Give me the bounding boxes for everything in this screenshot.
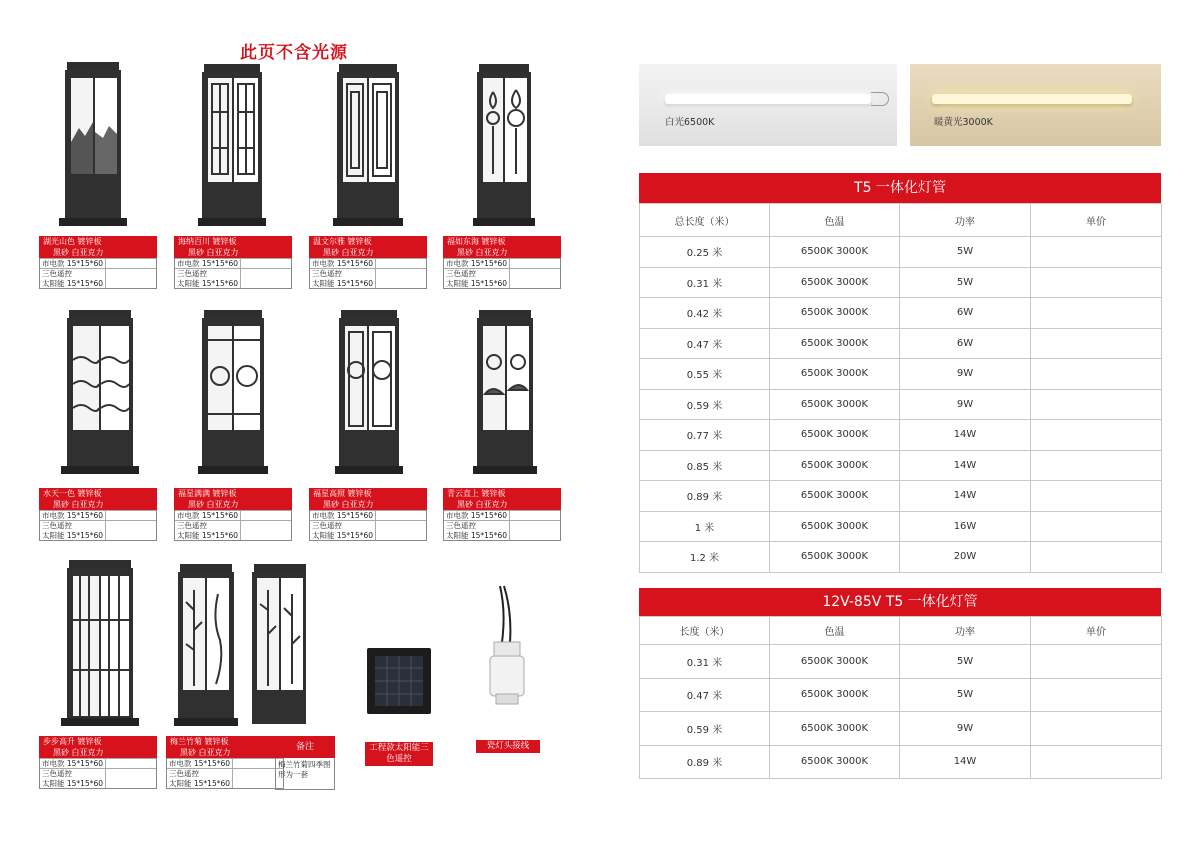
table2-header: 长度（米） bbox=[640, 617, 770, 645]
table2 bbox=[639, 616, 1161, 779]
product-label: 青云直上 镀锌板 黑砂 白亚克力 bbox=[443, 488, 561, 510]
lamp-image bbox=[309, 62, 427, 236]
product-label: 步步高升 镀锌板 黑砂 白亚克力 bbox=[39, 736, 157, 758]
table-row: 0.25 米 6500K 3000K 5W bbox=[640, 237, 1162, 268]
lamp-image bbox=[443, 310, 561, 488]
product-card-1[interactable] bbox=[39, 62, 157, 289]
table-row: 0.85 米 6500K 3000K 14W bbox=[640, 450, 1162, 481]
product-label: 福如东海 镀锌板 黑砂 白亚克力 bbox=[443, 236, 561, 258]
page-title: 此页不含光源 bbox=[240, 43, 348, 63]
product-spec: 市电款 15*15*60 三色遥控 太阳能 15*15*60 bbox=[166, 758, 284, 789]
table-row: 1 米 6500K 3000K 16W bbox=[640, 511, 1162, 542]
product-spec: 市电款 15*15*60 三色遥控 太阳能 15*15*60 bbox=[443, 258, 561, 289]
product-label: 海纳百川 镀锌板 黑砂 白亚克力 bbox=[174, 236, 292, 258]
accessory-solar[interactable] bbox=[365, 646, 433, 766]
product-spec: 市电款 15*15*60 三色遥控 太阳能 15*15*60 bbox=[443, 510, 561, 541]
note-box bbox=[275, 736, 335, 790]
table-row: 0.47 米 6500K 3000K 6W bbox=[640, 328, 1162, 359]
product-card-2[interactable] bbox=[174, 62, 292, 289]
lamp-image bbox=[166, 560, 284, 736]
product-card-8[interactable] bbox=[443, 310, 561, 541]
product-spec: 市电款 15*15*60 三色遥控 太阳能 15*15*60 bbox=[309, 510, 427, 541]
table-row: 0.47 米 6500K 3000K 5W bbox=[640, 678, 1162, 712]
product-spec: 市电款 15*15*60 三色遥控 太阳能 15*15*60 bbox=[174, 510, 292, 541]
table-row: 0.55 米 6500K 3000K 9W bbox=[640, 359, 1162, 390]
lamp-image bbox=[39, 62, 157, 236]
table1-title: T5 一体化灯管 bbox=[639, 173, 1161, 203]
lamp-image bbox=[174, 62, 292, 236]
note-header: 备注 bbox=[275, 736, 335, 758]
accessory-socket-label: 瓷灯头接线 bbox=[476, 740, 540, 753]
product-card-6[interactable] bbox=[174, 310, 292, 541]
product-spec: 市电款 15*15*60 三色遥控 太阳能 15*15*60 bbox=[39, 510, 157, 541]
tube-photo-white bbox=[639, 64, 897, 146]
table-row: 0.89 米 6500K 3000K 14W bbox=[640, 481, 1162, 512]
product-label: 水天一色 镀锌板 黑砂 白亚克力 bbox=[39, 488, 157, 510]
note-text: 梅兰竹菊四季图形为一套 bbox=[275, 758, 335, 790]
table-row: 1.2 米 6500K 3000K 20W bbox=[640, 542, 1162, 573]
table2-header: 单价 bbox=[1031, 617, 1162, 645]
product-label: 温文尔雅 镀锌板 黑砂 白亚克力 bbox=[309, 236, 427, 258]
tube-photo-warm bbox=[910, 64, 1161, 146]
table-row: 0.42 米 6500K 3000K 6W bbox=[640, 298, 1162, 329]
table1-header: 功率 bbox=[900, 204, 1031, 237]
product-card-3[interactable] bbox=[309, 62, 427, 289]
table1-header: 色温 bbox=[770, 204, 900, 237]
product-spec: 市电款 15*15*60 三色遥控 太阳能 15*15*60 bbox=[39, 258, 157, 289]
lamp-image bbox=[39, 310, 157, 488]
lamp-image bbox=[39, 560, 157, 736]
lamp-image bbox=[174, 310, 292, 488]
lamp-image bbox=[309, 310, 427, 488]
accessory-socket[interactable] bbox=[476, 582, 540, 753]
product-spec: 市电款 15*15*60 三色遥控 太阳能 15*15*60 bbox=[174, 258, 292, 289]
lamp-image bbox=[443, 62, 561, 236]
product-card-10[interactable] bbox=[166, 560, 284, 789]
table2-header: 功率 bbox=[900, 617, 1031, 645]
tube-warm-caption: 暖黄光3000K bbox=[934, 117, 993, 128]
table-row: 0.31 米 6500K 3000K 5W bbox=[640, 267, 1162, 298]
lamp-socket-icon bbox=[476, 582, 540, 716]
product-spec: 市电款 15*15*60 三色遥控 太阳能 15*15*60 bbox=[39, 758, 157, 789]
table1-header: 单价 bbox=[1031, 204, 1162, 237]
table2-header: 色温 bbox=[770, 617, 900, 645]
tube-white-caption: 白光6500K bbox=[665, 117, 715, 128]
accessory-solar-label: 工程款太阳能三色遥控 bbox=[365, 742, 433, 766]
product-label: 福星满满 镀锌板 黑砂 白亚克力 bbox=[174, 488, 292, 510]
product-label: 湖光山色 镀锌板 黑砂 白亚克力 bbox=[39, 236, 157, 258]
table-row: 0.59 米 6500K 3000K 9W bbox=[640, 389, 1162, 420]
product-label: 福星高照 镀锌板 黑砂 白亚克力 bbox=[309, 488, 427, 510]
product-card-7[interactable] bbox=[309, 310, 427, 541]
product-label: 梅兰竹菊 镀锌板 黑砂 白亚克力 bbox=[166, 736, 284, 758]
product-card-4[interactable] bbox=[443, 62, 561, 289]
table1-header: 总长度（米） bbox=[640, 204, 770, 237]
table2-title: 12V-85V T5 一体化灯管 bbox=[639, 588, 1161, 616]
product-card-5[interactable] bbox=[39, 310, 157, 541]
solar-panel-icon bbox=[365, 646, 433, 716]
table-row: 0.31 米 6500K 3000K 5W bbox=[640, 645, 1162, 679]
product-card-9[interactable] bbox=[39, 560, 157, 789]
table-row: 0.77 米 6500K 3000K 14W bbox=[640, 420, 1162, 451]
table-row: 0.59 米 6500K 3000K 9W bbox=[640, 712, 1162, 746]
table-row: 0.89 米 6500K 3000K 14W bbox=[640, 745, 1162, 779]
table1 bbox=[639, 203, 1161, 573]
product-spec: 市电款 15*15*60 三色遥控 太阳能 15*15*60 bbox=[309, 258, 427, 289]
